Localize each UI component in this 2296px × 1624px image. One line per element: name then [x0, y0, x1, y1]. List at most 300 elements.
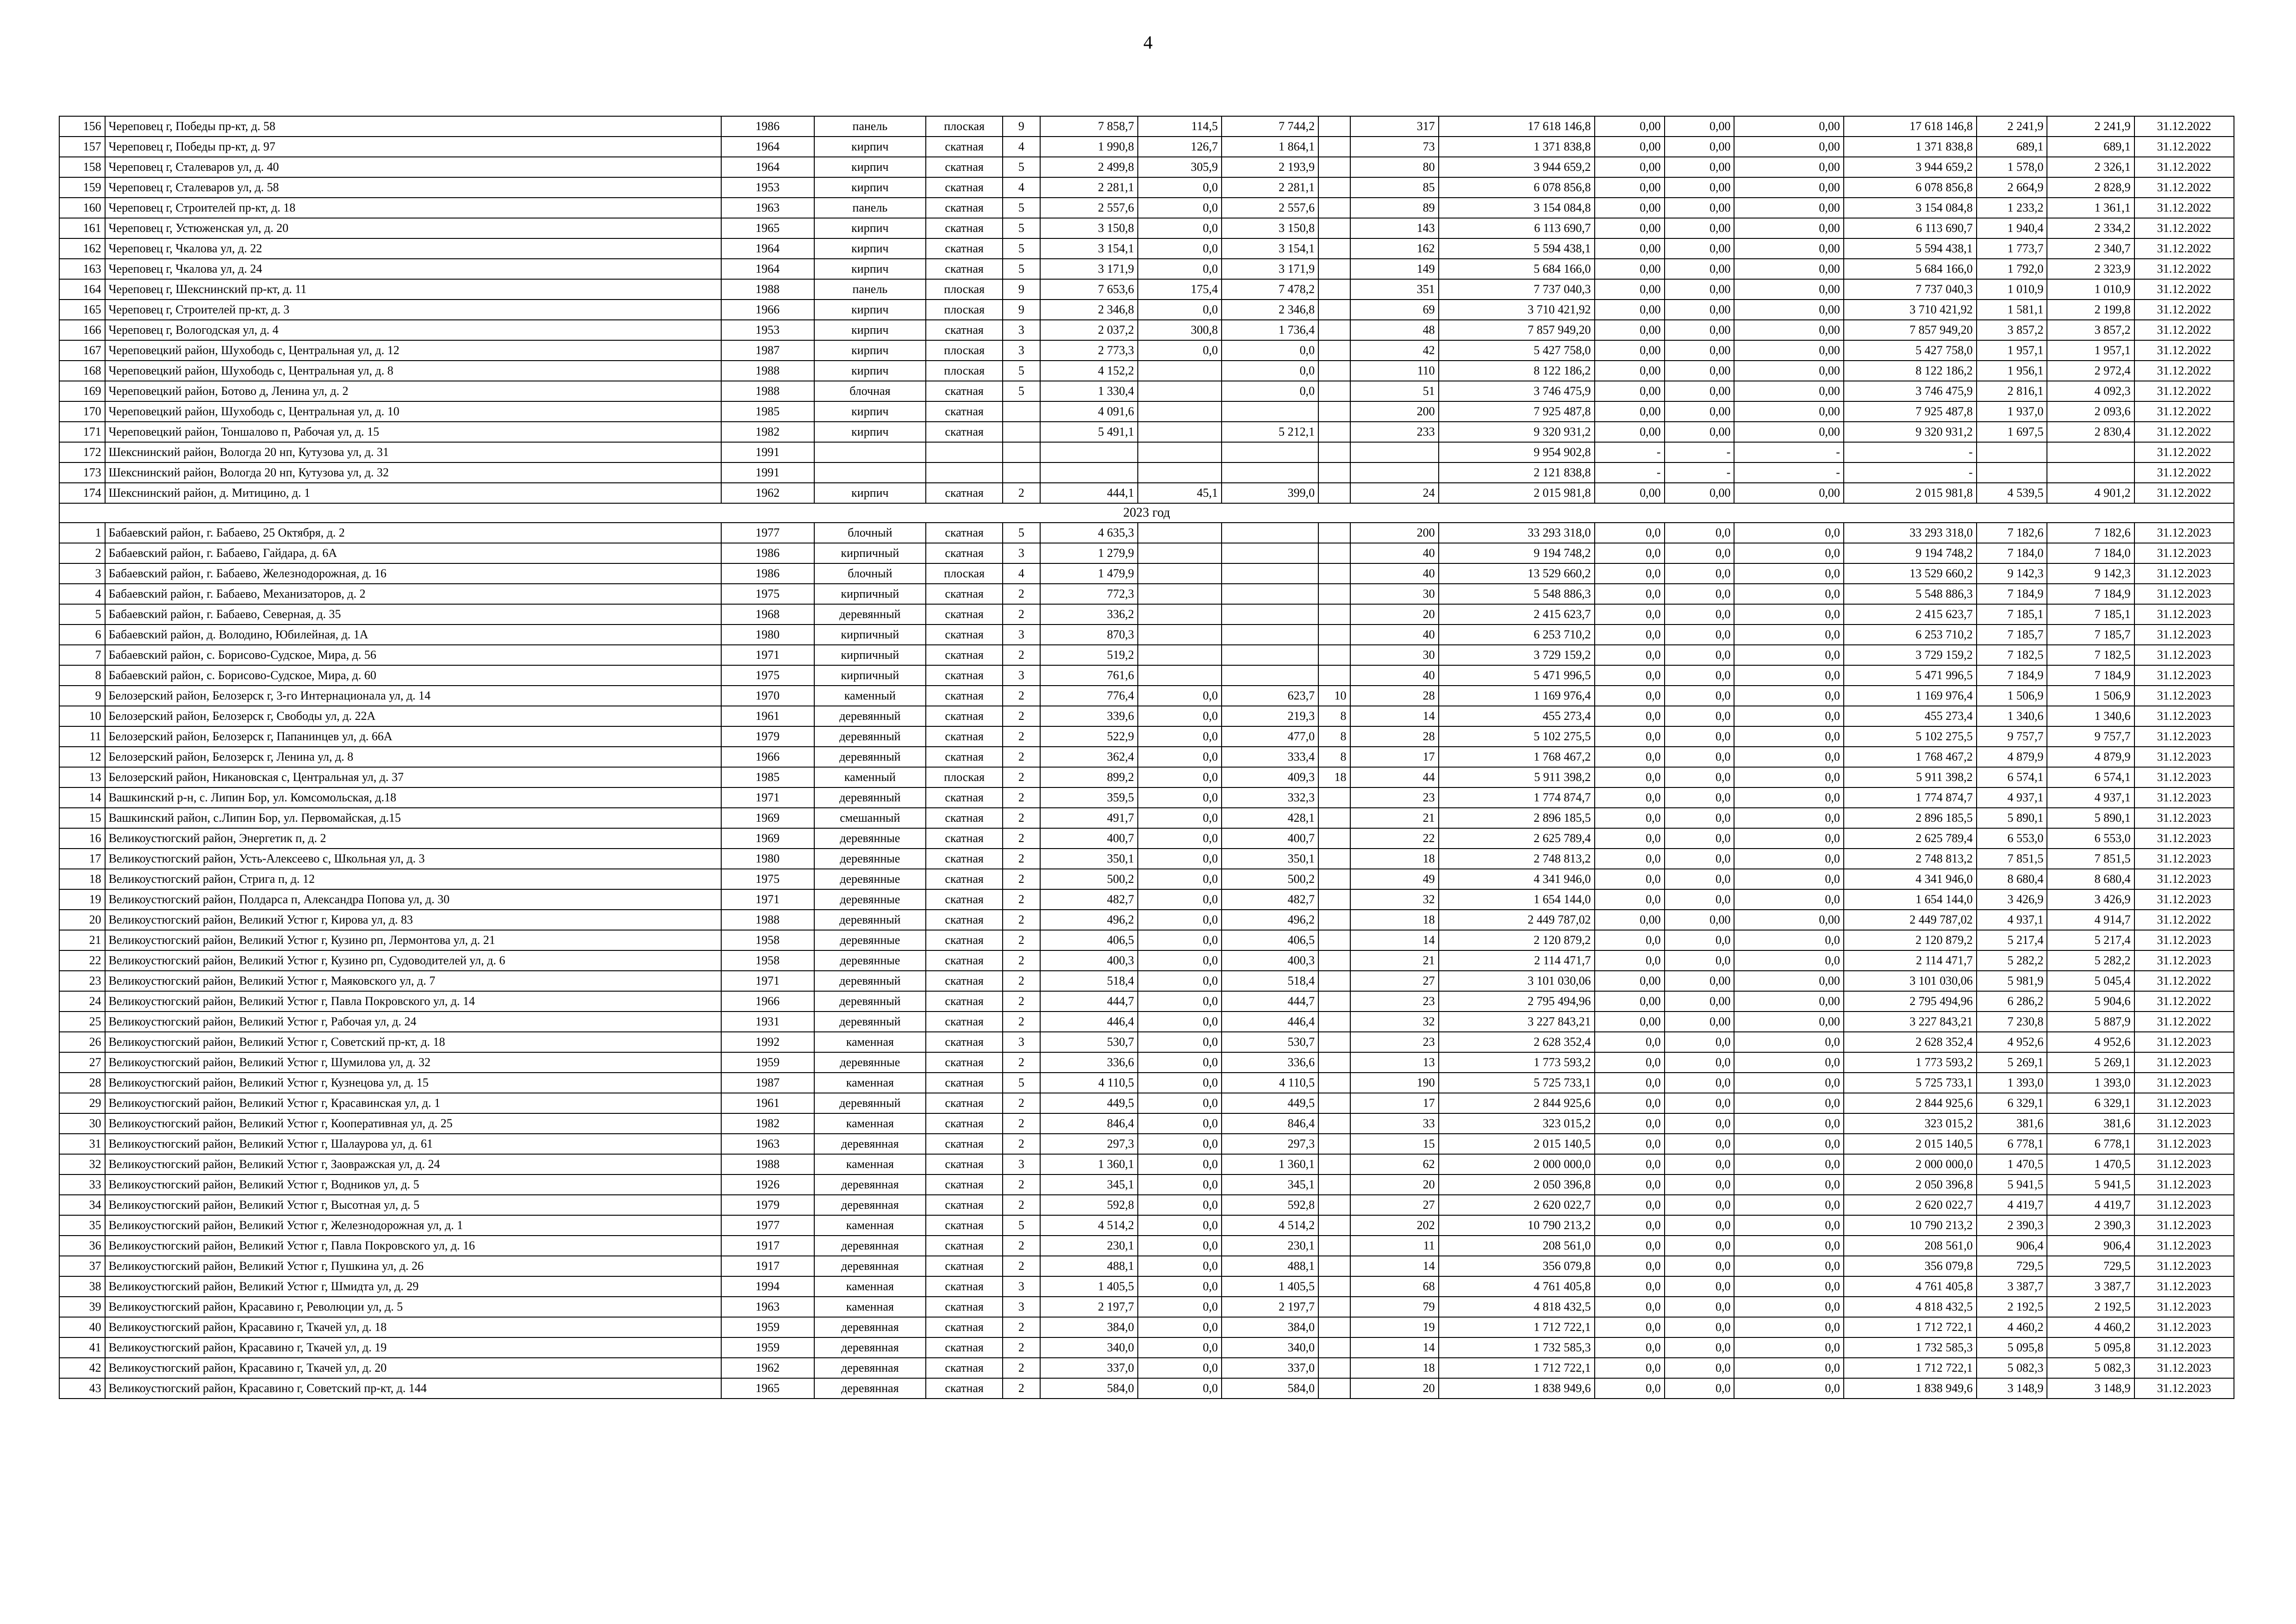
cell-roof-type: скатная: [926, 849, 1003, 869]
cell-cost-per-sqm: 5 095,8: [1977, 1337, 2047, 1358]
cell-total-cost: 5 911 398,2: [1439, 767, 1595, 787]
cell-floors: [1003, 462, 1040, 483]
year-separator-section: [59, 503, 2234, 523]
cell-roof-type: скатная: [926, 726, 1003, 747]
cell-total-area: 522,9: [1040, 726, 1138, 747]
cell-total-area: 359,5: [1040, 787, 1138, 808]
cell-total-cost: 5 594 438,1: [1439, 238, 1595, 259]
cell-total-area: 761,6: [1040, 665, 1138, 686]
cell-residential-area: 1 360,1: [1222, 1154, 1318, 1174]
cell-residents: 40: [1350, 665, 1439, 686]
cell-cost-fund: 0,0: [1595, 1113, 1665, 1134]
cell-cost-fund: 0,0: [1595, 523, 1665, 543]
cell-cost-owners: 0,00: [1734, 320, 1843, 340]
cell-total-cost: 7 925 487,8: [1439, 401, 1595, 422]
cell-roof-type: скатная: [926, 869, 1003, 889]
cell-limit-per-sqm: 2 828,9: [2047, 177, 2134, 198]
cell-cost-budget: 0,00: [1665, 361, 1734, 381]
cell-cost-fund: 0,0: [1595, 808, 1665, 828]
cell-cost-per-sqm: 3 426,9: [1977, 889, 2047, 910]
cell-cost-per-sqm: 4 937,1: [1977, 787, 2047, 808]
table-row: [59, 563, 2234, 584]
cell-address: Череповецкий район, Шухободь с, Центральная ул, д. 10: [105, 401, 721, 422]
cell-roof-type: скатная: [926, 1378, 1003, 1399]
cell-total-area: 491,7: [1040, 808, 1138, 828]
cell-residential-area: 400,7: [1222, 828, 1318, 849]
cell-nonresidential-area: 0,0: [1138, 1297, 1222, 1317]
cell-total-cost: 5 427 758,0: [1439, 340, 1595, 361]
cell-cost-budget: 0,0: [1665, 1337, 1734, 1358]
cell-total-area: 2 557,6: [1040, 198, 1138, 218]
cell-residential-area: 446,4: [1222, 1012, 1318, 1032]
cell-wall-material: деревянный: [814, 747, 926, 767]
cell-cost-budget: 0,00: [1665, 1012, 1734, 1032]
cell-wall-material: блочная: [814, 381, 926, 401]
cell-nonresidential-area: 0,0: [1138, 340, 1222, 361]
cell-floors: 5: [1003, 361, 1040, 381]
cell-row-number: 1: [59, 523, 105, 543]
cell-floors: 3: [1003, 543, 1040, 563]
cell-floors: 2: [1003, 645, 1040, 665]
cell-col-extra: [1318, 869, 1350, 889]
cell-residents: 200: [1350, 401, 1439, 422]
cell-residential-area: 384,0: [1222, 1317, 1318, 1337]
cell-total-cost: 8 122 186,2: [1439, 361, 1595, 381]
cell-cost-per-sqm: 5 981,9: [1977, 971, 2047, 991]
cell-total-area: 870,3: [1040, 625, 1138, 645]
cell-address: Великоустюгский район, Великий Устюг г, Павла Покровского ул, д. 16: [105, 1236, 721, 1256]
cell-cost-fund: 0,00: [1595, 198, 1665, 218]
cell-residential-area: [1222, 401, 1318, 422]
cell-residential-area: 530,7: [1222, 1032, 1318, 1052]
cell-cost-per-sqm: 9 757,7: [1977, 726, 2047, 747]
cell-cost-fund: 0,0: [1595, 1317, 1665, 1337]
year-separator-row: [59, 503, 2234, 523]
cell-total-area: 400,3: [1040, 950, 1138, 971]
cell-nonresidential-area: [1138, 584, 1222, 604]
cell-address: Великоустюгский район, Великий Устюг г, Советский пр-кт, д. 18: [105, 1032, 721, 1052]
cell-total-cost: 3 746 475,9: [1439, 381, 1595, 401]
cell-limit-per-sqm: 1 340,6: [2047, 706, 2134, 726]
cell-total-cost: 2 015 981,8: [1439, 483, 1595, 503]
cell-total-area: 350,1: [1040, 849, 1138, 869]
cell-floors: 4: [1003, 563, 1040, 584]
cell-cost-other: 1 712 722,1: [1844, 1358, 1977, 1378]
cell-cost-budget: 0,0: [1665, 808, 1734, 828]
cell-cost-owners: 0,00: [1734, 116, 1843, 137]
cell-row-number: 26: [59, 1032, 105, 1052]
cell-build-year: 1971: [721, 787, 814, 808]
cell-nonresidential-area: 0,0: [1138, 300, 1222, 320]
cell-cost-other: 2 415 623,7: [1844, 604, 1977, 625]
cell-cost-per-sqm: 2 390,3: [1977, 1215, 2047, 1236]
cell-cost-other: 5 594 438,1: [1844, 238, 1977, 259]
cell-floors: 2: [1003, 1134, 1040, 1154]
cell-address: Белозерский район, Белозерск г, 3-го Интернационала ул, д. 14: [105, 686, 721, 706]
cell-cost-per-sqm: 906,4: [1977, 1236, 2047, 1256]
cell-residential-area: 0,0: [1222, 340, 1318, 361]
table-row: [59, 320, 2234, 340]
cell-cost-owners: 0,00: [1734, 238, 1843, 259]
cell-address: Бабаевский район, д. Володино, Юбилейная, д. 1А: [105, 625, 721, 645]
cell-residents: 69: [1350, 300, 1439, 320]
cell-deadline: 31.12.2023: [2134, 950, 2234, 971]
cell-cost-budget: 0,0: [1665, 828, 1734, 849]
cell-cost-other: -: [1844, 442, 1977, 462]
cell-residents: 18: [1350, 910, 1439, 930]
cell-total-cost: 5 102 275,5: [1439, 726, 1595, 747]
cell-total-cost: 9 320 931,2: [1439, 422, 1595, 442]
cell-nonresidential-area: 0,0: [1138, 1276, 1222, 1297]
cell-floors: 2: [1003, 1174, 1040, 1195]
cell-residential-area: [1222, 462, 1318, 483]
cell-address: Белозерский район, Белозерск г, Свободы ул, д. 22А: [105, 706, 721, 726]
cell-address: Бабаевский район, с. Борисово-Судское, Мира, д. 56: [105, 645, 721, 665]
cell-row-number: 41: [59, 1337, 105, 1358]
cell-col-extra: [1318, 645, 1350, 665]
cell-nonresidential-area: 0,0: [1138, 1134, 1222, 1154]
table-row: [59, 625, 2234, 645]
cell-nonresidential-area: [1138, 543, 1222, 563]
cell-total-cost: 1 169 976,4: [1439, 686, 1595, 706]
cell-cost-per-sqm: 1 581,1: [1977, 300, 2047, 320]
table-row: [59, 1073, 2234, 1093]
cell-cost-per-sqm: 9 142,3: [1977, 563, 2047, 584]
cell-residents: 24: [1350, 483, 1439, 503]
cell-address: Череповец г, Сталеваров ул, д. 40: [105, 157, 721, 177]
cell-col-extra: 8: [1318, 747, 1350, 767]
cell-row-number: 158: [59, 157, 105, 177]
cell-address: Белозерский район, Никановская с, Центральная ул, д. 37: [105, 767, 721, 787]
cell-cost-fund: 0,0: [1595, 889, 1665, 910]
cell-wall-material: кирпичный: [814, 584, 926, 604]
cell-residents: 162: [1350, 238, 1439, 259]
cell-residential-area: 406,5: [1222, 930, 1318, 950]
cell-cost-other: 2 050 396,8: [1844, 1174, 1977, 1195]
cell-roof-type: скатная: [926, 259, 1003, 279]
cell-cost-fund: 0,0: [1595, 1236, 1665, 1256]
cell-wall-material: каменный: [814, 686, 926, 706]
cell-residents: 73: [1350, 137, 1439, 157]
cell-deadline: 31.12.2023: [2134, 706, 2234, 726]
cell-residents: 80: [1350, 157, 1439, 177]
cell-cost-budget: 0,0: [1665, 543, 1734, 563]
cell-col-extra: [1318, 198, 1350, 218]
cell-roof-type: скатная: [926, 198, 1003, 218]
cell-build-year: 1959: [721, 1317, 814, 1337]
cell-residents: 68: [1350, 1276, 1439, 1297]
cell-col-extra: [1318, 1134, 1350, 1154]
cell-build-year: 1963: [721, 1297, 814, 1317]
cell-total-area: 846,4: [1040, 1113, 1138, 1134]
cell-build-year: 1953: [721, 177, 814, 198]
cell-total-cost: 2 896 185,5: [1439, 808, 1595, 828]
cell-cost-owners: 0,0: [1734, 1256, 1843, 1276]
cell-col-extra: [1318, 950, 1350, 971]
cell-row-number: 31: [59, 1134, 105, 1154]
cell-cost-fund: 0,0: [1595, 930, 1665, 950]
cell-cost-other: 33 293 318,0: [1844, 523, 1977, 543]
cell-total-area: 230,1: [1040, 1236, 1138, 1256]
cell-nonresidential-area: 0,0: [1138, 747, 1222, 767]
cell-cost-other: 5 427 758,0: [1844, 340, 1977, 361]
cell-limit-per-sqm: 1 506,9: [2047, 686, 2134, 706]
table-row: [59, 523, 2234, 543]
cell-build-year: 1988: [721, 361, 814, 381]
table-row: [59, 645, 2234, 665]
cell-address: Череповецкий район, Шухободь с, Центральная ул, д. 12: [105, 340, 721, 361]
cell-build-year: 1982: [721, 1113, 814, 1134]
cell-wall-material: панель: [814, 198, 926, 218]
cell-nonresidential-area: 0,0: [1138, 1093, 1222, 1113]
cell-col-extra: [1318, 1012, 1350, 1032]
cell-wall-material: кирпич: [814, 218, 926, 238]
cell-limit-per-sqm: 2 323,9: [2047, 259, 2134, 279]
cell-cost-other: 2 620 022,7: [1844, 1195, 1977, 1215]
cell-col-extra: [1318, 1256, 1350, 1276]
cell-row-number: 21: [59, 930, 105, 950]
cell-cost-owners: 0,0: [1734, 1297, 1843, 1317]
table-row: [59, 1113, 2234, 1134]
cell-nonresidential-area: 0,0: [1138, 198, 1222, 218]
cell-cost-budget: 0,00: [1665, 157, 1734, 177]
cell-total-area: 4 091,6: [1040, 401, 1138, 422]
cell-total-cost: 2 748 813,2: [1439, 849, 1595, 869]
cell-cost-owners: 0,0: [1734, 523, 1843, 543]
cell-address: Череповец г, Вологодская ул, д. 4: [105, 320, 721, 340]
cell-build-year: 1971: [721, 971, 814, 991]
cell-wall-material: деревянные: [814, 889, 926, 910]
cell-col-extra: [1318, 604, 1350, 625]
cell-deadline: 31.12.2023: [2134, 1195, 2234, 1215]
cell-cost-per-sqm: 2 816,1: [1977, 381, 2047, 401]
cell-cost-per-sqm: 7 182,6: [1977, 523, 2047, 543]
cell-cost-owners: 0,0: [1734, 1317, 1843, 1337]
cell-floors: 2: [1003, 787, 1040, 808]
cell-cost-other: 7 857 949,20: [1844, 320, 1977, 340]
cell-row-number: 36: [59, 1236, 105, 1256]
cell-build-year: 1977: [721, 1215, 814, 1236]
cell-build-year: 1963: [721, 198, 814, 218]
cell-roof-type: скатная: [926, 1195, 1003, 1215]
cell-limit-per-sqm: 4 901,2: [2047, 483, 2134, 503]
cell-col-extra: 8: [1318, 706, 1350, 726]
cell-col-extra: [1318, 543, 1350, 563]
cell-roof-type: скатная: [926, 625, 1003, 645]
cell-limit-per-sqm: 4 419,7: [2047, 1195, 2134, 1215]
cell-residential-area: 4 110,5: [1222, 1073, 1318, 1093]
cell-nonresidential-area: 45,1: [1138, 483, 1222, 503]
cell-address: Великоустюгский район, Красавино г, Ткачей ул, д. 18: [105, 1317, 721, 1337]
cell-build-year: 1988: [721, 910, 814, 930]
cell-limit-per-sqm: 381,6: [2047, 1113, 2134, 1134]
cell-deadline: 31.12.2023: [2134, 1052, 2234, 1073]
table-row: [59, 300, 2234, 320]
cell-build-year: 1975: [721, 584, 814, 604]
cell-cost-other: 5 548 886,3: [1844, 584, 1977, 604]
cell-cost-other: 1 774 874,7: [1844, 787, 1977, 808]
cell-build-year: 1961: [721, 1093, 814, 1113]
cell-total-cost: 4 341 946,0: [1439, 869, 1595, 889]
cell-residential-area: 219,3: [1222, 706, 1318, 726]
cell-cost-owners: 0,00: [1734, 279, 1843, 300]
cell-nonresidential-area: 0,0: [1138, 767, 1222, 787]
cell-cost-other: 9 194 748,2: [1844, 543, 1977, 563]
table-row: [59, 1358, 2234, 1378]
cell-deadline: 31.12.2022: [2134, 483, 2234, 503]
cell-cost-fund: 0,00: [1595, 991, 1665, 1012]
cell-floors: 2: [1003, 1195, 1040, 1215]
cell-cost-per-sqm: 5 082,3: [1977, 1358, 2047, 1378]
cell-limit-per-sqm: 7 851,5: [2047, 849, 2134, 869]
cell-cost-other: 1 773 593,2: [1844, 1052, 1977, 1073]
cell-deadline: 31.12.2023: [2134, 645, 2234, 665]
cell-cost-fund: 0,0: [1595, 1215, 1665, 1236]
cell-total-cost: 2 114 471,7: [1439, 950, 1595, 971]
cell-roof-type: скатная: [926, 584, 1003, 604]
cell-deadline: 31.12.2023: [2134, 828, 2234, 849]
cell-residential-area: 3 150,8: [1222, 218, 1318, 238]
cell-cost-fund: 0,00: [1595, 381, 1665, 401]
cell-roof-type: скатная: [926, 422, 1003, 442]
cell-row-number: 30: [59, 1113, 105, 1134]
table-row: [59, 238, 2234, 259]
cell-build-year: 1968: [721, 604, 814, 625]
cell-cost-fund: 0,0: [1595, 1195, 1665, 1215]
cell-roof-type: скатная: [926, 747, 1003, 767]
cell-total-cost: 10 790 213,2: [1439, 1215, 1595, 1236]
cell-residential-area: 2 557,6: [1222, 198, 1318, 218]
cell-build-year: 1994: [721, 1276, 814, 1297]
cell-nonresidential-area: 0,0: [1138, 910, 1222, 930]
cell-wall-material: панель: [814, 279, 926, 300]
cell-cost-per-sqm: 1 697,5: [1977, 422, 2047, 442]
cell-address: Шекснинский район, Вологда 20 нп, Кутузова ул, д. 32: [105, 462, 721, 483]
cell-total-area: 384,0: [1040, 1317, 1138, 1337]
cell-col-extra: [1318, 828, 1350, 849]
cell-residents: 202: [1350, 1215, 1439, 1236]
cell-total-cost: 4 818 432,5: [1439, 1297, 1595, 1317]
cell-residential-area: 230,1: [1222, 1236, 1318, 1256]
cell-wall-material: каменная: [814, 1154, 926, 1174]
cell-limit-per-sqm: 1 010,9: [2047, 279, 2134, 300]
cell-wall-material: кирпич: [814, 422, 926, 442]
cell-row-number: 12: [59, 747, 105, 767]
cell-address: Череповецкий район, Тоншалово п, Рабочая ул, д. 15: [105, 422, 721, 442]
cell-nonresidential-area: 0,0: [1138, 1236, 1222, 1256]
cell-floors: 4: [1003, 137, 1040, 157]
cell-address: Череповец г, Чкалова ул, д. 22: [105, 238, 721, 259]
cell-row-number: 13: [59, 767, 105, 787]
cell-wall-material: деревянный: [814, 910, 926, 930]
cell-deadline: 31.12.2022: [2134, 401, 2234, 422]
cell-cost-other: 1 654 144,0: [1844, 889, 1977, 910]
cell-residents: 32: [1350, 889, 1439, 910]
cell-build-year: 1965: [721, 218, 814, 238]
cell-address: Великоустюгский район, Великий Устюг г, Кузино рп, Лермонтова ул, д. 21: [105, 930, 721, 950]
cell-col-extra: [1318, 177, 1350, 198]
cell-cost-per-sqm: 6 574,1: [1977, 767, 2047, 787]
cell-total-area: 518,4: [1040, 971, 1138, 991]
cell-residents: 17: [1350, 747, 1439, 767]
cell-wall-material: кирпич: [814, 483, 926, 503]
cell-wall-material: деревянный: [814, 971, 926, 991]
cell-wall-material: каменная: [814, 1073, 926, 1093]
cell-cost-per-sqm: 4 937,1: [1977, 910, 2047, 930]
cell-residents: 30: [1350, 645, 1439, 665]
cell-residential-area: [1222, 625, 1318, 645]
cell-deadline: 31.12.2023: [2134, 1134, 2234, 1154]
cell-deadline: 31.12.2023: [2134, 563, 2234, 584]
cell-residents: 79: [1350, 1297, 1439, 1317]
cell-deadline: 31.12.2023: [2134, 604, 2234, 625]
cell-residents: 42: [1350, 340, 1439, 361]
cell-residents: 14: [1350, 1337, 1439, 1358]
cell-col-extra: 8: [1318, 726, 1350, 747]
cell-cost-budget: 0,00: [1665, 218, 1734, 238]
cell-cost-fund: 0,00: [1595, 971, 1665, 991]
cell-cost-other: 1 169 976,4: [1844, 686, 1977, 706]
cell-limit-per-sqm: 5 045,4: [2047, 971, 2134, 991]
cell-row-number: 170: [59, 401, 105, 422]
cell-wall-material: каменная: [814, 1113, 926, 1134]
cell-roof-type: скатная: [926, 483, 1003, 503]
cell-col-extra: [1318, 665, 1350, 686]
cell-residents: 23: [1350, 991, 1439, 1012]
cell-build-year: 1987: [721, 340, 814, 361]
cell-roof-type: скатная: [926, 523, 1003, 543]
cell-deadline: 31.12.2023: [2134, 1256, 2234, 1276]
cell-total-area: 4 635,3: [1040, 523, 1138, 543]
cell-cost-other: 2 015 140,5: [1844, 1134, 1977, 1154]
cell-residential-area: 345,1: [1222, 1174, 1318, 1195]
cell-cost-fund: 0,00: [1595, 157, 1665, 177]
cell-floors: [1003, 422, 1040, 442]
cell-floors: 4: [1003, 177, 1040, 198]
cell-nonresidential-area: 0,0: [1138, 930, 1222, 950]
cell-residents: 23: [1350, 787, 1439, 808]
cell-row-number: 156: [59, 116, 105, 137]
cell-cost-other: 3 710 421,92: [1844, 300, 1977, 320]
cell-cost-per-sqm: 1 506,9: [1977, 686, 2047, 706]
cell-row-number: 4: [59, 584, 105, 604]
cell-total-cost: 6 078 856,8: [1439, 177, 1595, 198]
cell-residents: 48: [1350, 320, 1439, 340]
cell-roof-type: скатная: [926, 1052, 1003, 1073]
cell-total-area: 2 281,1: [1040, 177, 1138, 198]
cell-cost-other: 356 079,8: [1844, 1256, 1977, 1276]
cell-roof-type: скатная: [926, 991, 1003, 1012]
cell-col-extra: [1318, 279, 1350, 300]
table-row: [59, 930, 2234, 950]
cell-roof-type: скатная: [926, 930, 1003, 950]
cell-col-extra: [1318, 849, 1350, 869]
cell-cost-per-sqm: 1 956,1: [1977, 361, 2047, 381]
cell-cost-owners: 0,0: [1734, 930, 1843, 950]
cell-deadline: 31.12.2022: [2134, 361, 2234, 381]
cell-wall-material: кирпич: [814, 238, 926, 259]
cell-residents: 40: [1350, 563, 1439, 584]
cell-floors: 5: [1003, 259, 1040, 279]
cell-build-year: 1961: [721, 706, 814, 726]
cell-wall-material: деревянная: [814, 1358, 926, 1378]
cell-residents: 20: [1350, 1378, 1439, 1399]
cell-residential-area: 2 346,8: [1222, 300, 1318, 320]
cell-cost-budget: 0,00: [1665, 971, 1734, 991]
cell-nonresidential-area: 0,0: [1138, 787, 1222, 808]
cell-build-year: 1959: [721, 1337, 814, 1358]
cell-deadline: 31.12.2022: [2134, 991, 2234, 1012]
